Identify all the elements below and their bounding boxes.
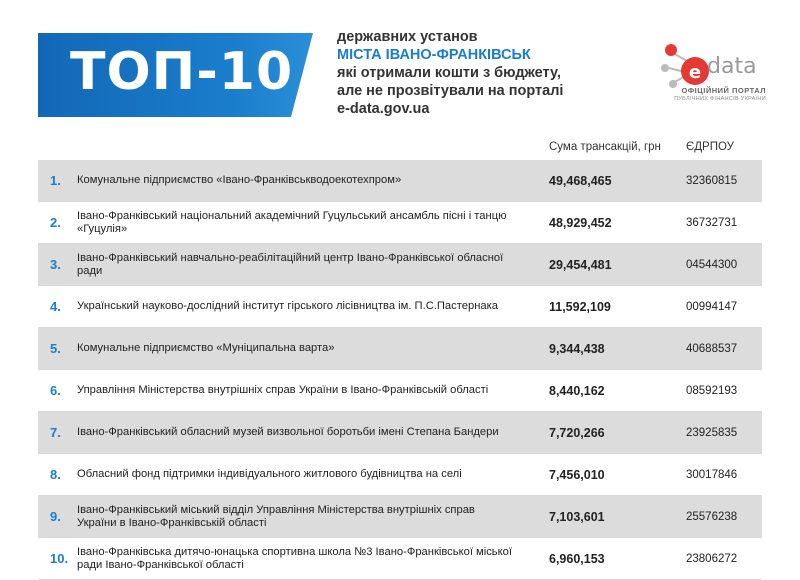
institution-name: Івано-Франківський міський відділ Управління Міністерства внутрішніх справ України в Івано-Франківській області (77, 504, 475, 529)
subtitle-line-2: МІСТА ІВАНО-ФРАНКІВСЬК (337, 47, 531, 63)
institution-name: Івано-Франківський національний академічний Гуцульський ансамбль пісні і танцю «Гуцулія» (77, 210, 507, 235)
institution-name: Комунальне підприємство «Муніципальна варта» (77, 342, 335, 355)
institution-name: Управління Міністерства внутрішніх справ України в Івано-Франківській області (77, 384, 489, 397)
transaction-sum: 7,720,266 (549, 425, 605, 440)
edrpou-code: 23925835 (686, 426, 738, 439)
edrpou-code: 00994147 (686, 300, 738, 313)
transaction-sum: 8,440,162 (549, 383, 605, 398)
table-row (38, 370, 762, 412)
table-row (38, 202, 762, 244)
table-row (38, 328, 762, 370)
edrpou-code: 30017846 (686, 468, 738, 481)
transaction-sum: 9,344,438 (549, 341, 605, 356)
institution-name: Комунальне підприємство «Івано-Франківськводоекотехпром» (77, 174, 402, 187)
table-row (38, 454, 762, 496)
edrpou-code: 23806272 (686, 552, 738, 565)
transaction-sum: 49,468,465 (549, 173, 612, 188)
row-number: 7. (50, 425, 61, 440)
row-number: 3. (50, 257, 61, 272)
subtitle-line-5: e-data.gov.ua (337, 101, 430, 117)
top10-table (38, 160, 762, 580)
table-row (38, 412, 762, 454)
svg-text:e: e (688, 62, 702, 83)
table-row (38, 244, 762, 286)
edrpou-code: 32360815 (686, 174, 738, 187)
row-number: 1. (50, 173, 61, 188)
subtitle (337, 28, 587, 118)
transaction-sum: 7,103,601 (549, 509, 605, 524)
logo-caption: ОФІЦІЙНИЙ ПОРТАЛ (681, 86, 766, 95)
institution-name: Обласний фонд підтримки індивідуального житлового будівництва на селі (77, 468, 462, 481)
logo-text: data (707, 54, 757, 79)
row-number: 10. (50, 551, 69, 566)
edrpou-code: 40688537 (686, 342, 738, 355)
transaction-sum: 48,929,452 (549, 215, 612, 230)
transaction-sum: 29,454,481 (549, 257, 612, 272)
logo-subcaption: ПУБЛІЧНИХ ФІНАНСІВ УКРАЇНИ (674, 96, 766, 102)
edrpou-code: 25576238 (686, 510, 738, 523)
institution-name: Івано-Франківський навчально-реабілітаційний центр Івано-Франківської обласної ради (77, 252, 504, 277)
transaction-sum: 11,592,109 (549, 299, 611, 314)
table-row (38, 496, 762, 538)
edrpou-code: 08592193 (686, 384, 738, 397)
row-number: 8. (50, 467, 61, 482)
institution-name: Івано-Франківська дитячо-юнацька спортивна школа №3 Івано-Франківської міської ради Івано-Франківської області (77, 546, 512, 571)
table-row (38, 160, 762, 202)
table-row (38, 286, 762, 328)
edrpou-code: 36732731 (686, 216, 738, 229)
table-row (38, 538, 762, 580)
row-number: 5. (50, 341, 61, 356)
row-number: 9. (50, 509, 61, 524)
edrpou-code: 04544300 (686, 258, 738, 271)
column-header-sum: Сума трансакцій, грн (549, 141, 661, 153)
transaction-sum: 6,960,153 (549, 551, 605, 566)
row-number: 4. (50, 299, 61, 314)
row-number: 2. (50, 215, 61, 230)
institution-name: Український науково-дослідний інститут гірського лісівництва ім. П.С.Пастернака (77, 300, 498, 313)
subtitle-line-1: державних установ (337, 29, 478, 45)
page-title: ТОП-10 (70, 42, 294, 102)
institution-name: Івано-Франківський обласний музей визвольної боротьби імені Степана Бандери (77, 426, 499, 439)
transaction-sum: 7,456,010 (549, 467, 605, 482)
column-header-code: ЄДРПОУ (686, 141, 734, 153)
subtitle-line-4: але не прозвітували на порталі (337, 83, 564, 99)
subtitle-line-3: які отримали кошти з бюджету, (337, 65, 561, 81)
row-number: 6. (50, 383, 61, 398)
